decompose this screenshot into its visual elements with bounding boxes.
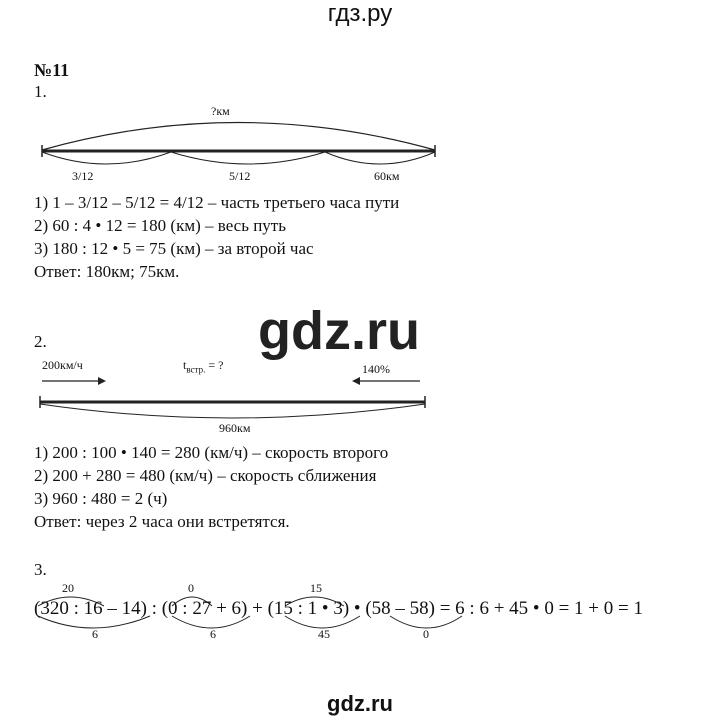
task3-above-2: 0 [188, 581, 194, 595]
task2-distance-label: 960км [219, 421, 251, 435]
task1-step-2: 2) 60 : 4 • 12 = 180 (км) – весь путь [34, 216, 286, 235]
task2-step-3: 3) 960 : 480 = 2 (ч) [34, 489, 168, 508]
watermark-logo: gdz.ru [258, 301, 420, 361]
task1-total-label: ?км [211, 104, 230, 118]
task1-label: 1. [34, 82, 47, 101]
task3-expression: (320 : 16 – 14) : (0 : 27 + 6) + (15 : 1 • 3) • (58 – 58) = 6 : 6 + 45 • 0 = 1 + 0 = 1 [34, 598, 643, 619]
header-site-name: гдз.ру [327, 0, 393, 27]
task3-below-3: 45 [318, 627, 330, 641]
task3-below-1: 6 [92, 627, 98, 641]
task2-speed1-label: 200км/ч [42, 358, 83, 372]
task3-below-2: 6 [210, 627, 216, 641]
task3-above-3: 15 [310, 581, 322, 595]
footer-site-name: gdz.ru [327, 691, 393, 716]
task1-step-3: 3) 180 : 12 • 5 = 75 (км) – за второй час [34, 239, 314, 258]
task3-above-1: 20 [62, 581, 74, 595]
task2-answer: Ответ: через 2 часа они встретятся. [34, 512, 290, 531]
task3-label: 3. [34, 560, 47, 579]
task3-below-4: 0 [423, 627, 429, 641]
task2-step-1: 1) 200 : 100 • 140 = 280 (км/ч) – скорость второго [34, 443, 389, 462]
task1-seg3-label: 60км [374, 169, 400, 183]
task2-step-2: 2) 200 + 280 = 480 (км/ч) – скорость сближения [34, 466, 377, 485]
task1-answer: Ответ: 180км; 75км. [34, 262, 180, 281]
task1-step-1: 1) 1 – 3/12 – 5/12 = 4/12 – часть третьего часа пути [34, 193, 400, 212]
task1-seg1-label: 3/12 [72, 169, 94, 183]
task2-speed2-label: 140% [362, 362, 390, 376]
task1-seg2-label: 5/12 [229, 169, 251, 183]
task2-time-label: $t_{встр.}$ = ? [183, 358, 224, 375]
task-number: №11 [34, 60, 70, 80]
task2-label: 2. [34, 332, 47, 351]
